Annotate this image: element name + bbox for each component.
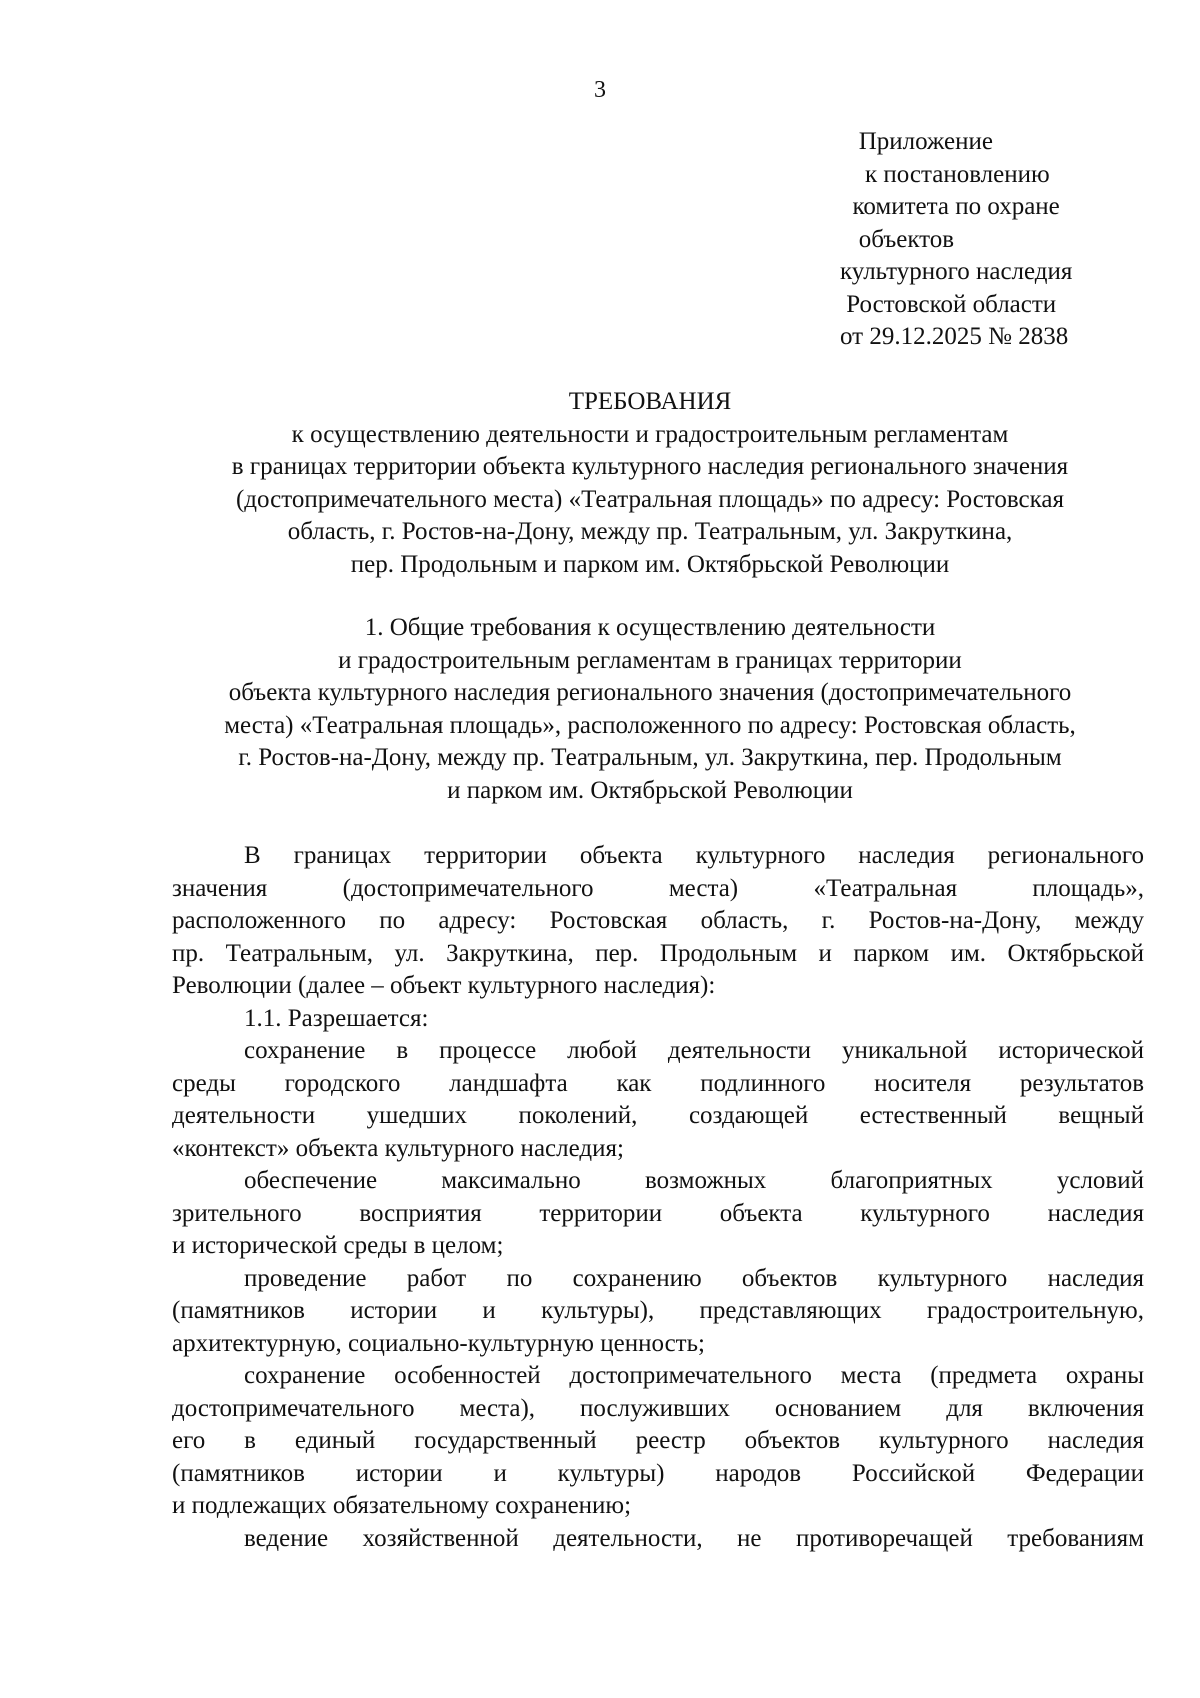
body-line: ведение хозяйственной деятельности, не противоречащей требованиям — [244, 1524, 1144, 1552]
body-line: его в единый государственный реестр объектов культурного наследия — [172, 1427, 1144, 1454]
annex-line: комитета по охране — [840, 193, 1060, 220]
body-line: 1.1. Разрешается: — [244, 1004, 429, 1032]
title-line: пер. Продольным и парком им. Октябрьской Революции — [350, 550, 950, 578]
body-line: В границах территории объекта культурного наследия регионального — [244, 842, 1144, 869]
section-heading — [160, 612, 1140, 807]
annex-line: к постановлению — [840, 160, 1050, 188]
body-line: (памятников истории и культуры) народов Российской Федерации — [172, 1459, 1144, 1487]
body-line: сохранение в процессе любой деятельности уникальной исторической — [244, 1037, 1144, 1064]
body-line: проведение работ по сохранению объектов культурного наследия — [244, 1264, 1144, 1292]
annex-line: от 29.12.2025 № 2838 — [840, 323, 1069, 350]
title-line: область, г. Ростов-на-Дону, между пр. Театральным, ул. Закруткина, — [287, 518, 1013, 545]
title-line: в границах территории объекта культурного наследия регионального значения — [231, 453, 1069, 480]
section-line: 1. Общие требования к осуществлению деятельности — [364, 614, 936, 641]
body-line: архитектурную, социально-культурную ценность; — [172, 1329, 705, 1357]
annex-line: Приложение — [840, 128, 993, 155]
body-line: пр. Театральным, ул. Закруткина, пер. Продольным и парком им. Октябрьской — [172, 939, 1144, 967]
body-line: и подлежащих обязательному сохранению; — [172, 1492, 632, 1519]
annex-line: Ростовской области — [840, 290, 1057, 318]
body-line: сохранение особенностей достопримечательного места (предмета охраны — [244, 1362, 1144, 1389]
annex-header — [840, 126, 1140, 354]
body-line: обеспечение максимально возможных благоприятных условий — [244, 1167, 1144, 1194]
section-line: и градостроительным регламентам в границах территории — [338, 646, 962, 674]
body-line: зрительного восприятия территории объекта культурного наследия — [172, 1199, 1144, 1227]
section-line: г. Ростов-на-Дону, между пр. Театральным, ул. Закруткина, пер. Продольным — [238, 744, 1062, 771]
body-line: деятельности ушедших поколений, создающей естественный вещный — [172, 1102, 1144, 1129]
body-line: Революции (далее – объект культурного наследия): — [172, 972, 716, 999]
document-title — [160, 386, 1140, 581]
body-line: «контекст» объекта культурного наследия; — [172, 1134, 624, 1162]
body-line: (памятников истории и культуры), представляющих градостроительную, — [172, 1297, 1144, 1324]
title-line: ТРЕБОВАНИЯ — [568, 388, 732, 415]
body-line: и исторической среды в целом; — [172, 1232, 504, 1259]
body-line: среды городского ландшафта как подлинного носителя результатов — [172, 1069, 1144, 1097]
body-line: значения (достопримечательного места) «Театральная площадь», — [172, 874, 1144, 902]
section-line: и парком им. Октябрьской Революции — [447, 776, 853, 804]
section-line: объекта культурного наследия регионального значения (достопримечательного — [228, 679, 1072, 706]
body-text — [172, 840, 1144, 1555]
annex-line: объектов — [840, 225, 955, 253]
title-line: к осуществлению деятельности и градостроительным регламентам — [291, 420, 1009, 448]
annex-line: культурного наследия — [840, 258, 1073, 285]
title-line: (достопримечательного места) «Театральная площадь» по адресу: Ростовская — [235, 485, 1065, 513]
section-line: места) «Театральная площадь», расположенного по адресу: Ростовская область, — [224, 711, 1076, 739]
page-number: 3 — [594, 77, 606, 103]
body-line: расположенного по адресу: Ростовская область, г. Ростов-на-Дону, между — [172, 907, 1144, 934]
body-line: достопримечательного места), послуживших основанием для включения — [172, 1394, 1144, 1422]
